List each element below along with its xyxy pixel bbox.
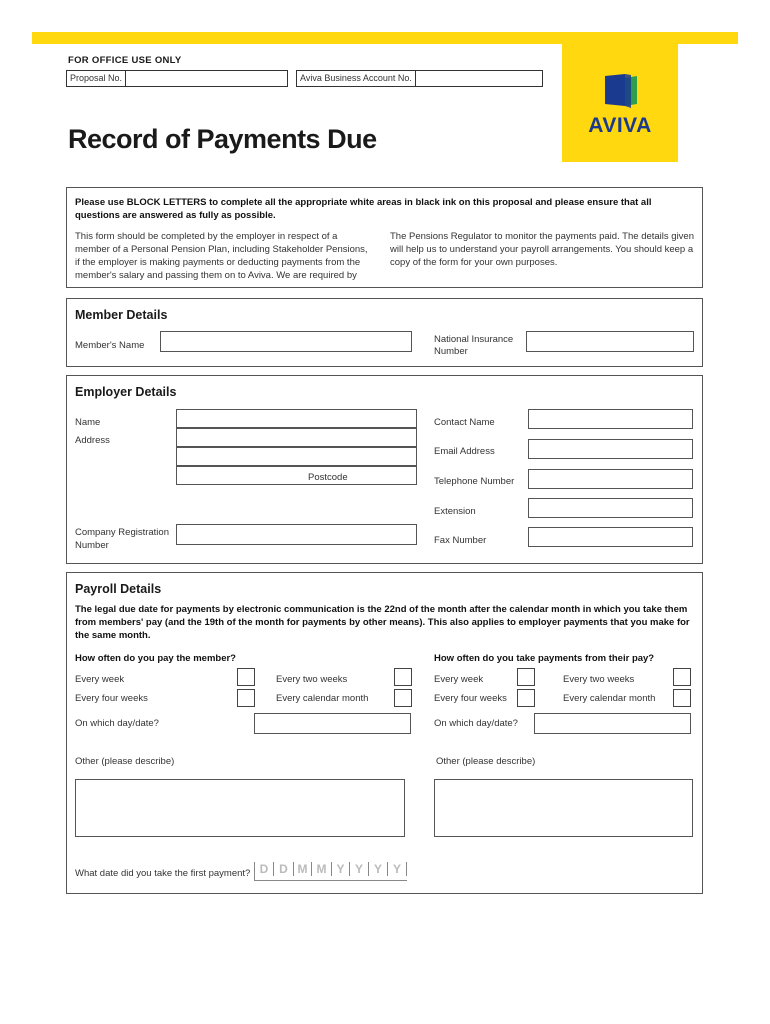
employer-details-heading: Employer Details bbox=[75, 385, 177, 399]
left-other-textarea[interactable] bbox=[75, 779, 405, 837]
member-name-input[interactable] bbox=[160, 331, 412, 352]
intro-left-line-4: member's salary and passing them on to Aviva. We are required by bbox=[75, 270, 357, 281]
right-every-two-weeks-checkbox[interactable] bbox=[673, 668, 691, 686]
member-name-label: Member's Name bbox=[75, 340, 145, 351]
telephone-label: Telephone Number bbox=[434, 476, 515, 487]
contact-name-label: Contact Name bbox=[434, 417, 495, 428]
contact-name-input[interactable] bbox=[528, 409, 693, 429]
date-digit-d1: D bbox=[255, 862, 274, 876]
page-title: Record of Payments Due bbox=[68, 124, 377, 154]
left-which-day-label: On which day/date? bbox=[75, 718, 159, 729]
fax-input[interactable] bbox=[528, 527, 693, 547]
employer-name-label: Name bbox=[75, 417, 101, 428]
payroll-details-heading: Payroll Details bbox=[75, 582, 162, 596]
right-which-day-input[interactable] bbox=[534, 713, 691, 734]
first-payment-date-label: What date did you take the first payment? bbox=[75, 868, 251, 879]
left-every-two-weeks-label: Every two weeks bbox=[276, 674, 348, 685]
payroll-legal-note: The legal due date for payments by electronic communication is the 22nd of the month after the calendar month in which you take them from members' pay (and the 19th of the month for payments by other means). This also applies to employer payments that you make for the same month. bbox=[75, 604, 690, 641]
intro-right-line-2: will help us to understand your payroll arrangements. You should keep a bbox=[390, 244, 694, 255]
extension-input[interactable] bbox=[528, 498, 693, 518]
employer-address-label: Address bbox=[75, 435, 110, 446]
proposal-number-label: Proposal No. bbox=[67, 71, 126, 86]
ni-number-input[interactable] bbox=[526, 331, 694, 352]
date-digit-y1: Y bbox=[331, 862, 350, 876]
aviva-logo bbox=[562, 44, 678, 162]
intro-left-line-3: if the employer is making payments or deducting payments from the bbox=[75, 257, 361, 268]
right-every-week-checkbox[interactable] bbox=[517, 668, 535, 686]
right-every-week-label: Every week bbox=[434, 674, 484, 685]
left-every-calendar-month-checkbox[interactable] bbox=[394, 689, 412, 707]
account-number-field[interactable] bbox=[296, 70, 543, 87]
left-other-label: Other (please describe) bbox=[75, 756, 175, 767]
date-digit-m2: M bbox=[316, 862, 327, 876]
member-details-heading: Member Details bbox=[75, 308, 168, 322]
left-every-calendar-month-label: Every calendar month bbox=[276, 693, 369, 704]
aviva-logo-text: AVIVA bbox=[588, 114, 652, 137]
right-other-label: Other (please describe) bbox=[436, 756, 536, 767]
employer-details-section bbox=[66, 375, 703, 564]
company-reg-label-2: Number bbox=[75, 540, 109, 551]
email-input[interactable] bbox=[528, 439, 693, 459]
date-digit-y2: Y bbox=[350, 862, 369, 876]
intro-right-line-1: The Pensions Regulator to monitor the payments paid. The details given bbox=[390, 231, 694, 242]
date-digit-y4: Y bbox=[388, 862, 407, 876]
left-which-day-input[interactable] bbox=[254, 713, 411, 734]
aviva-logo-icon bbox=[603, 74, 639, 110]
fax-label: Fax Number bbox=[434, 535, 487, 546]
member-details-section bbox=[66, 298, 703, 367]
address-line-1-input[interactable] bbox=[176, 428, 417, 447]
right-every-four-weeks-label: Every four weeks bbox=[434, 693, 507, 704]
telephone-input[interactable] bbox=[528, 469, 693, 489]
address-line-2-input[interactable] bbox=[176, 447, 417, 466]
email-label: Email Address bbox=[434, 446, 495, 457]
deduction-frequency-question: How often do you take payments from their pay? bbox=[434, 653, 655, 664]
pay-frequency-question: How often do you pay the member? bbox=[75, 653, 236, 664]
intro-right-line-3: copy of the form for your own purposes. bbox=[390, 257, 558, 268]
intro-left-line-2: member of a Personal Pension Plan, including Stakeholder Pensions, bbox=[75, 244, 368, 255]
right-every-calendar-month-checkbox[interactable] bbox=[673, 689, 691, 707]
employer-name-input[interactable] bbox=[176, 409, 417, 428]
right-every-four-weeks-checkbox[interactable] bbox=[517, 689, 535, 707]
date-digit-d2: D bbox=[279, 862, 288, 876]
right-other-textarea[interactable] bbox=[434, 779, 693, 837]
left-every-four-weeks-checkbox[interactable] bbox=[237, 689, 255, 707]
header-yellow-bar bbox=[32, 32, 738, 44]
company-reg-label-1: Company Registration bbox=[75, 527, 169, 538]
intro-instructions: Please use BLOCK LETTERS to complete all the appropriate white areas in black ink on this proposal and please ensure that all questions are answered as fully as possible. bbox=[75, 197, 652, 221]
right-every-calendar-month-label: Every calendar month bbox=[563, 693, 656, 704]
first-payment-date-input[interactable] bbox=[254, 862, 407, 881]
account-number-label: Aviva Business Account No. bbox=[297, 71, 416, 86]
company-reg-input[interactable] bbox=[176, 524, 417, 545]
payroll-details-section bbox=[66, 572, 703, 894]
ni-number-label-1: National Insurance bbox=[434, 334, 514, 345]
address-line-3-input[interactable] bbox=[176, 466, 417, 485]
right-which-day-label: On which day/date? bbox=[434, 718, 518, 729]
date-digit-m1: M bbox=[293, 862, 312, 876]
left-every-four-weeks-label: Every four weeks bbox=[75, 693, 148, 704]
office-use-title: FOR OFFICE USE ONLY bbox=[68, 55, 182, 66]
proposal-number-field[interactable] bbox=[66, 70, 288, 87]
date-digit-y3: Y bbox=[369, 862, 388, 876]
right-every-two-weeks-label: Every two weeks bbox=[563, 674, 635, 685]
ni-number-label-2: Number bbox=[434, 346, 468, 357]
intro-section bbox=[66, 187, 703, 288]
left-every-two-weeks-checkbox[interactable] bbox=[394, 668, 412, 686]
postcode-label: Postcode bbox=[308, 472, 348, 483]
left-every-week-label: Every week bbox=[75, 674, 125, 685]
extension-label: Extension bbox=[434, 506, 476, 517]
left-every-week-checkbox[interactable] bbox=[237, 668, 255, 686]
intro-left-line-1: This form should be completed by the employer in respect of a bbox=[75, 231, 338, 242]
